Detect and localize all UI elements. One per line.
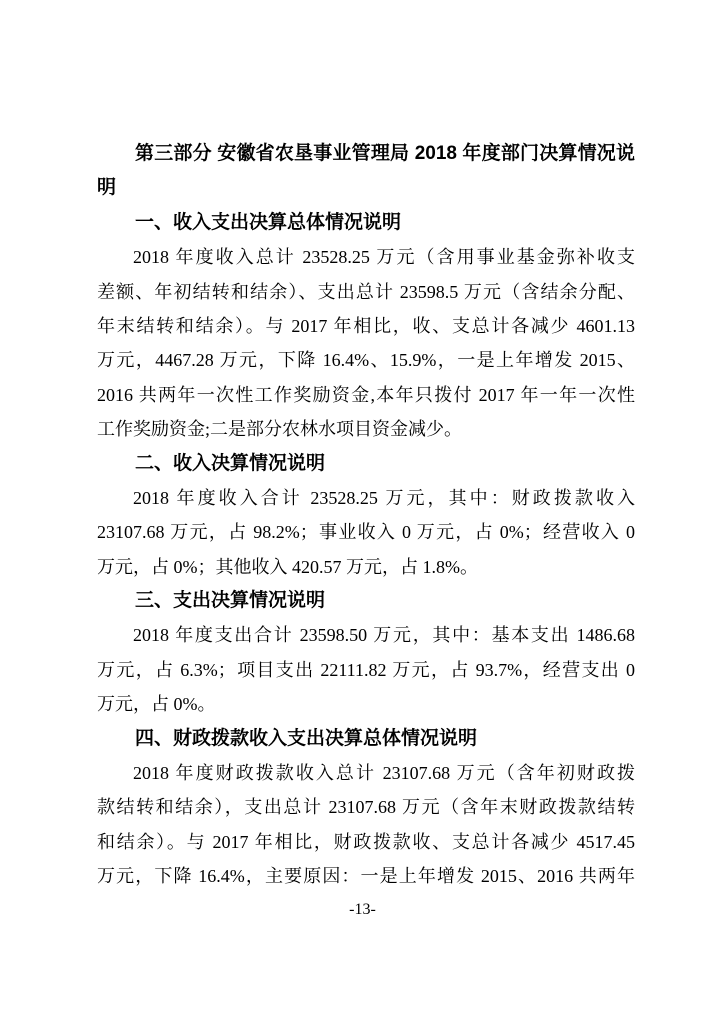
body-text-line: 差额、年初结转和结余）、支出总计 23598.5 万元（含结余分配、 <box>97 281 635 302</box>
document-title-line: 明 <box>97 177 117 199</box>
body-text-line: 23107.68 万元，占 98.2%；事业收入 0 万元，占 0%；经营收入 0 <box>97 522 635 543</box>
body-text-line: 2018 年度收入合计 23528.25 万元，其中：财政拨款收入 <box>133 487 635 508</box>
section-heading-line: 三、支出决算情况说明 <box>135 590 326 612</box>
body-text-line: 万元，下降 16.4%，主要原因：一是上年增发 2015、2016 共两年 <box>97 866 635 887</box>
section-heading-line: 二、收入决算情况说明 <box>135 452 326 474</box>
page-number: -13- <box>349 901 376 918</box>
body-text-line: 万元，占 6.3%；项目支出 22111.82 万元，占 93.7%，经营支出 0 <box>97 659 635 680</box>
section-heading-line: 四、财政拨款收入支出决算总体情况说明 <box>135 727 478 749</box>
body-text-line: 2018 年度收入总计 23528.25 万元（含用事业基金弥补收支 <box>133 247 635 268</box>
body-text-line: 万元，4467.28 万元，下降 16.4%、15.9%，一是上年增发 2015、 <box>97 350 635 371</box>
document-title-line: 第三部分 安徽省农垦事业管理局 2018 年度部门决算情况说 <box>135 143 635 164</box>
body-text-line: 2016 共两年一次性工作奖励资金,本年只拨付 2017 年一年一次性 <box>97 384 635 405</box>
body-text-line: 万元，占 0%。 <box>97 694 216 715</box>
body-text-line: 工作奖励资金;二是部分农林水项目资金减少。 <box>97 419 462 440</box>
body-text-line: 2018 年度支出合计 23598.50 万元，其中：基本支出 1486.68 <box>133 625 635 646</box>
body-text-line: 万元，占 0%；其他收入 420.57 万元，占 1.8%。 <box>97 556 478 577</box>
body-text-line: 和结余）。与 2017 年相比，财政拨款收、支总计各减少 4517.45 <box>97 831 635 852</box>
body-text-line: 2018 年度财政拨款收入总计 23107.68 万元（含年初财政拨 <box>133 763 635 784</box>
section-heading-line: 一、收入支出决算总体情况说明 <box>135 211 402 233</box>
body-text-line: 年末结转和结余）。与 2017 年相比，收、支总计各减少 4601.13 <box>97 315 635 336</box>
document-lines <box>97 137 635 894</box>
body-text-line: 款结转和结余），支出总计 23107.68 万元（含年末财政拨款结转 <box>97 797 635 818</box>
